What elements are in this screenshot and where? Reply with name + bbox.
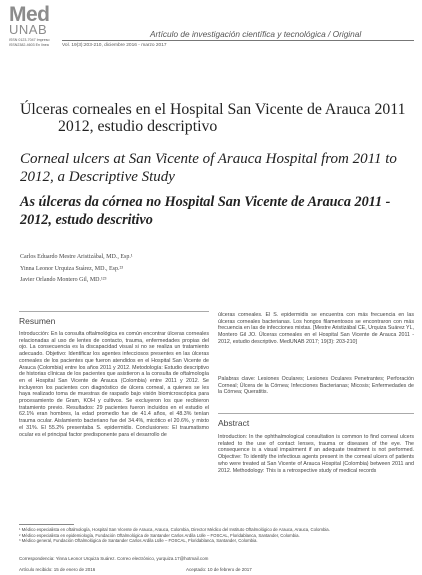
abstract-heading: Abstract (218, 418, 250, 428)
volume-info: Vol. 19(3):203-210, diciembre 2016 - marzo 2017 (62, 43, 167, 48)
footnote-divider (19, 524, 74, 525)
header-divider (62, 40, 414, 41)
author-1: Carlos Eduardo Mestre Aristizábal, MD., Esp.¹ (20, 254, 133, 260)
footnote-3: ³ Médico general, Fundación Oftalmológica de Santander Carlos Ardila Lülle – FOSCAL, Floridablanca, Santander, Colombia. (19, 538, 258, 544)
correspondence: Correspondencia: Yinna Leonor Urquiza Suárez. Correo electrónico, yurquiza.17@hotmail.com (19, 556, 209, 561)
title-english: Corneal ulcers at San Vicente of Arauca Hospital from 2011 to 2012, a Descriptive Study (20, 151, 397, 185)
resumen-text: Introducción: En la consulta oftalmológica es común encontrar úlceras corneales relacionadas al uso de lentes de contacto, trauma, enfermedades propias del ojo. La consecuencia es la discapacidad visual si no se realiza un tratamiento adecuado. Objetivo: Identificar los agentes infecciosos presentes en las úlceras corneales de los pacientes que fueron atendidos en el Hospital San Vicente de Arauca (Colombia) entre los años 2011 y 2012. Metodología: Estudio descriptivo de historias clínicas de los pacientes que asistieron a la consulta de oftalmología en el Hospital San Vicente de Arauca (Colombia) entre 2011 y 2012. Se incluyeron los pacientes con diagnóstico de úlcera corneal, a quienes se les haya realizado toma de muestras de raspado bajo visión biomicroscópica para procesamiento de Gram, KOH y cultivos. Se excluyeron los que recibieron tratamiento previo. Resultados: 29 pacientes fueron incluidos en el estudio el 62.1% eran hombres, la edad promedio fue de 41.4 años, el 48.3% tenían trauma ocular. Aislamiento bacteriano fue del 34.4%, micótico el 20.6%, y mixto el 31%. El 55.2% presentaba S. epidermidis. Conclusiones: El traumatismo ocular es el principal factor predisponente para el desarrollo de (19, 331, 209, 438)
abstract-divider (218, 413, 414, 414)
title-portuguese: As úlceras da córnea no Hospital San Vicente de Arauca 2011 - 2012, estudo descritivo (20, 194, 391, 228)
abstract-text: Introduction: In the ophthalmological consultation is common to find corneal ulcers related to the use of contact lenses, trauma or diseases of the eye. The consequence is a visual impairment if an adequate treatment is not performed. Objective: To identify the infectious agents present in the corneal ulcers of patients who were treated at San Vicente of Arauca Hospital (Colombia) between 2011 and 2012. Methodology: This is a retrospective study of medical records (218, 434, 414, 474)
author-3: Javier Orlando Montero Gil, MD.¹²³ (20, 277, 107, 283)
resumen-heading: Resumen (19, 316, 56, 326)
logo-unab-text: UNAB (9, 22, 48, 37)
keywords: Palabras clave: Lesiones Oculares; Lesiones Oculares Penetrantes; Perforación Corneal; Úlcera de la Córnea; Infecciones Bacterianas; Micosis; Enfermedades de la Córnea; Queratitis. (218, 376, 414, 396)
title-spanish (20, 101, 420, 135)
footnote-2: ² Médico especialista en epidemiología, Fundación Oftalmológica de Santander Carlos Ardila Lülle – FOSCAL, Floridablanca, Santander, Colombia. (19, 532, 300, 538)
issn-block (9, 38, 59, 47)
issn-online: ISSN2382-4603 En línea (9, 42, 49, 47)
footnote-1: ¹ Médico especialista en oftalmología, Hospital San Vicente de Arauca, Arauca, Colombia, Director Médico del Instituto Oftalmológico de Arauca, Arauca, Colombia. (19, 527, 330, 532)
issn-print: ISSN 0123-7047 Impreso (9, 38, 50, 42)
author-2: Yinna Leonor Urquiza Suárez, MD., Esp.²³ (20, 265, 124, 272)
resumen-continued: úlceras corneales. El S. epidermidis se encuentra con más frecuencia en las úlceras corneales bacterianas. Los hongos filamentosos se encontraron con más frecuencia en las de infecciones mixtas. [Mestre Aristizábal CE, Urquiza Suárez YL, Montero Gil JO. Úlceras corneales en el Hospital San Vicente de Arauca 2011 - 2012, estudio descriptivo. MedUNAB 2017; 19(3): 203-210] (218, 312, 414, 345)
title-spanish-line1: Úlceras corneales en el Hospital San Vicente de Arauca 2011 (20, 101, 406, 118)
resumen-divider (19, 311, 209, 312)
author-list (20, 252, 133, 287)
article-category: Artículo de investigación científica y tecnológica / Original (150, 29, 362, 39)
journal-logo (9, 3, 57, 37)
footnotes (19, 527, 419, 544)
date-accepted: Aceptado: 10 de febrero de 2017 (186, 567, 252, 572)
title-spanish-line2: 2012, estudio descriptivo (58, 118, 218, 135)
logo-med-text: Med (9, 3, 50, 26)
date-received: Artículo recibido: 15 de enero de 2016 (19, 567, 96, 572)
